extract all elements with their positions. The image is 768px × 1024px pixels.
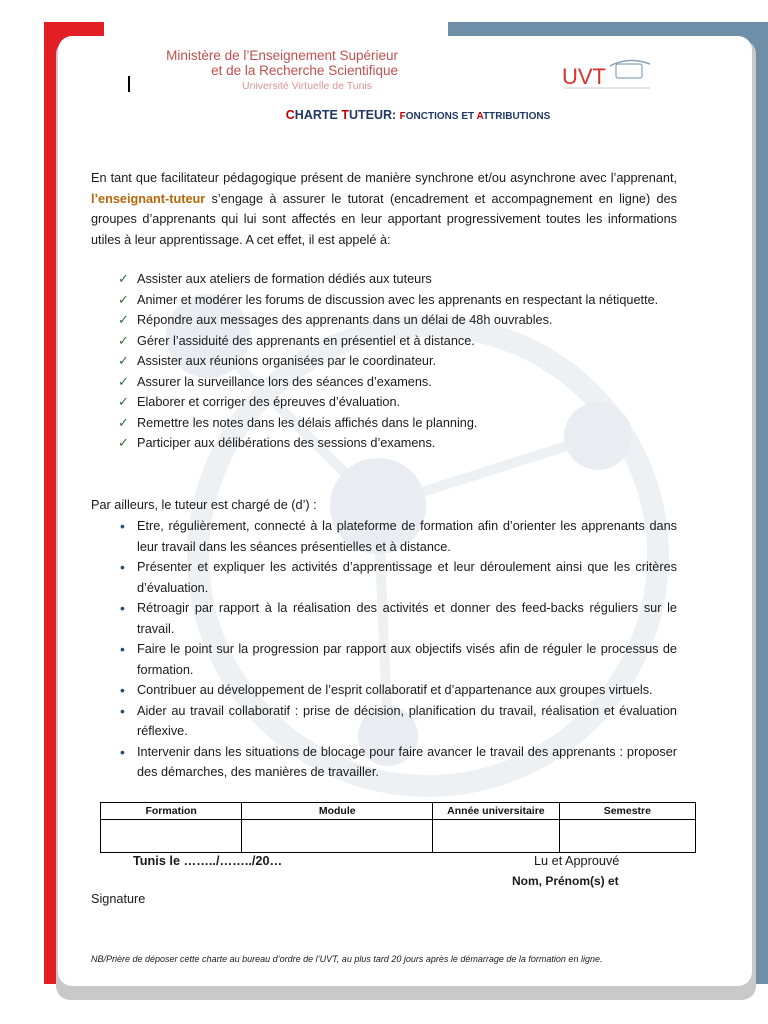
bullet-icon: •: [120, 559, 125, 575]
title-initial-a: A: [476, 111, 484, 122]
check-icon: ✓: [118, 414, 129, 430]
checklist-item: [118, 290, 677, 311]
bullet-icon: •: [120, 641, 125, 657]
university-name: Université Virtuelle de Tunis: [242, 80, 372, 92]
bullet-item: [118, 516, 677, 557]
bullet-item-text: Intervenir dans les situations de blocage pour faire avancer le travail des apprenants : proposer des démarches, des manières de travailler.: [137, 744, 677, 779]
checklist-item-text: Animer et modérer les forums de discussion avec les apprenants en respectant la nétiquette.: [137, 292, 659, 307]
uvt-logo: [558, 54, 658, 94]
ministry-name: [98, 48, 398, 78]
bullet-item-text: Rétroagir par rapport à la réalisation des activités et donner des feed-backs réguliers sur le travail.: [137, 601, 677, 636]
checklist-item: [118, 433, 677, 454]
table-header-row: [101, 803, 696, 820]
bullet-icon: •: [120, 702, 125, 719]
footnote: NB/Prière de déposer cette charte au bureau d’ordre de l’UVT, au plus tard 20 jours après le démarrage de la formation en ligne.: [91, 954, 603, 964]
checklist-item: [118, 413, 677, 434]
title-initial-f: F: [399, 111, 406, 122]
check-icon: ✓: [118, 435, 129, 450]
bullet-item: [118, 742, 677, 783]
checklist-item-text: Remettre les notes dans les délais affichés dans le planning.: [137, 415, 478, 430]
secondary-duties-list: [118, 516, 677, 783]
bullet-item-text: Contribuer au développement de l’esprit collaboratif et d’appartenance aux groupes virtuels.: [137, 683, 653, 697]
ministry-line-2: et de la Recherche Scientifique: [211, 63, 398, 78]
checklist-item: [118, 372, 677, 393]
bullet-item-text: Faire le point sur la progression par rapport aux objectifs visés afin de réguler le processus de formation.: [137, 642, 677, 677]
cell-formation[interactable]: [101, 820, 242, 853]
cell-semestre[interactable]: [559, 820, 695, 853]
checklist-item-text: Assurer la surveillance lors des séances d’examens.: [137, 374, 432, 389]
bullet-item: [118, 680, 677, 701]
bullet-item: [118, 701, 677, 742]
bullet-icon: •: [120, 682, 125, 698]
course-info-table: [100, 802, 696, 853]
title-initial-c: C: [285, 108, 295, 122]
intro-highlight: l’enseignant-tuteur: [91, 191, 206, 206]
bullet-item: [118, 557, 677, 598]
check-icon: ✓: [118, 271, 129, 286]
bullet-item: [118, 639, 677, 680]
checklist-item: [118, 310, 677, 331]
bullet-icon: •: [120, 600, 125, 616]
check-icon: ✓: [118, 332, 129, 348]
name-label: Nom, Prénom(s) et: [512, 874, 619, 888]
checklist-item-text: Elaborer et corriger des épreuves d’évaluation.: [137, 395, 401, 409]
checklist-item: [118, 392, 677, 413]
title-word-tuteur: UTEUR: [348, 108, 393, 122]
checklist-item: [118, 331, 677, 352]
header-module: Module: [242, 803, 433, 820]
intro-text-after: s’engage à assurer le tutorat (encadrement et accompagnement en ligne) des groupes d’apprenants qui lui sont affectés en leur apportant progressivement toutes les informations utiles à leur apprentissage. A cet effet, il est appelé à:: [91, 191, 677, 247]
bullet-item-text: Etre, régulièrement, connecté à la plateforme de formation afin d’orienter les apprenants dans leur travail dans les séances présentielles et à distance.: [137, 519, 677, 554]
checklist-item-text: Gérer l’assiduité des apprenants en présentiel et à distance.: [137, 333, 475, 348]
check-icon: ✓: [118, 291, 129, 307]
date-line: Tunis le ……../……../20…: [133, 854, 283, 868]
bullet-icon: •: [120, 518, 125, 534]
header-annee-universitaire: Année universitaire: [433, 803, 560, 820]
text-cursor-mark: [128, 76, 130, 92]
checklist-item-text: Assister aux ateliers de formation dédiés aux tuteurs: [137, 272, 432, 286]
header-formation: Formation: [101, 803, 242, 820]
bullet-item-text: Présenter et expliquer les activités d’apprentissage et leur déroulement ainsi que les critères d’évaluation.: [137, 560, 677, 595]
document-page: [58, 36, 752, 986]
cell-annee-universitaire[interactable]: [433, 820, 560, 853]
read-approved-label: Lu et Approuvé: [534, 854, 620, 868]
cell-module[interactable]: [242, 820, 433, 853]
header-semestre: Semestre: [559, 803, 695, 820]
duties-checklist: [118, 269, 677, 454]
secondary-duties-heading: Par ailleurs, le tuteur est chargé de (d’) :: [91, 498, 317, 512]
checklist-item-text: Répondre aux messages des apprenants dans un délai de 48h ouvrables.: [137, 313, 553, 327]
intro-paragraph: [91, 168, 677, 250]
checklist-item: [118, 269, 677, 290]
title-word-charte: HARTE: [294, 108, 342, 122]
check-icon: ✓: [118, 373, 129, 389]
bullet-item-text: Aider au travail collaboratif : prise de décision, planification du travail, réalisation et évaluation réflexive.: [137, 703, 677, 738]
bullet-icon: •: [120, 743, 125, 760]
page-title: [58, 108, 752, 122]
title-word-attributions: TTRIBUTIONS: [483, 111, 551, 122]
bullet-item: [118, 598, 677, 639]
checklist-item-text: Participer aux délibérations des sessions d’examens.: [137, 436, 436, 450]
logo-text: UVT: [562, 64, 606, 89]
intro-text-before: En tant que facilitateur pédagogique présent de manière synchrone et/ou asynchrone avec l’apprenant,: [91, 171, 677, 185]
signature-label: Signature: [91, 892, 146, 906]
ministry-line-1: Ministère de l’Enseignement Supérieur: [166, 48, 398, 63]
table-row: [101, 820, 696, 853]
title-colon: :: [392, 108, 400, 122]
check-icon: ✓: [118, 394, 129, 409]
checklist-item-text: Assister aux réunions organisées par le coordinateur.: [137, 354, 437, 368]
checklist-item: [118, 351, 677, 372]
title-initial-t: T: [341, 108, 349, 122]
check-icon: ✓: [118, 312, 129, 327]
check-icon: ✓: [118, 353, 129, 368]
title-word-fonctions: ONCTIONS ET: [405, 111, 477, 122]
